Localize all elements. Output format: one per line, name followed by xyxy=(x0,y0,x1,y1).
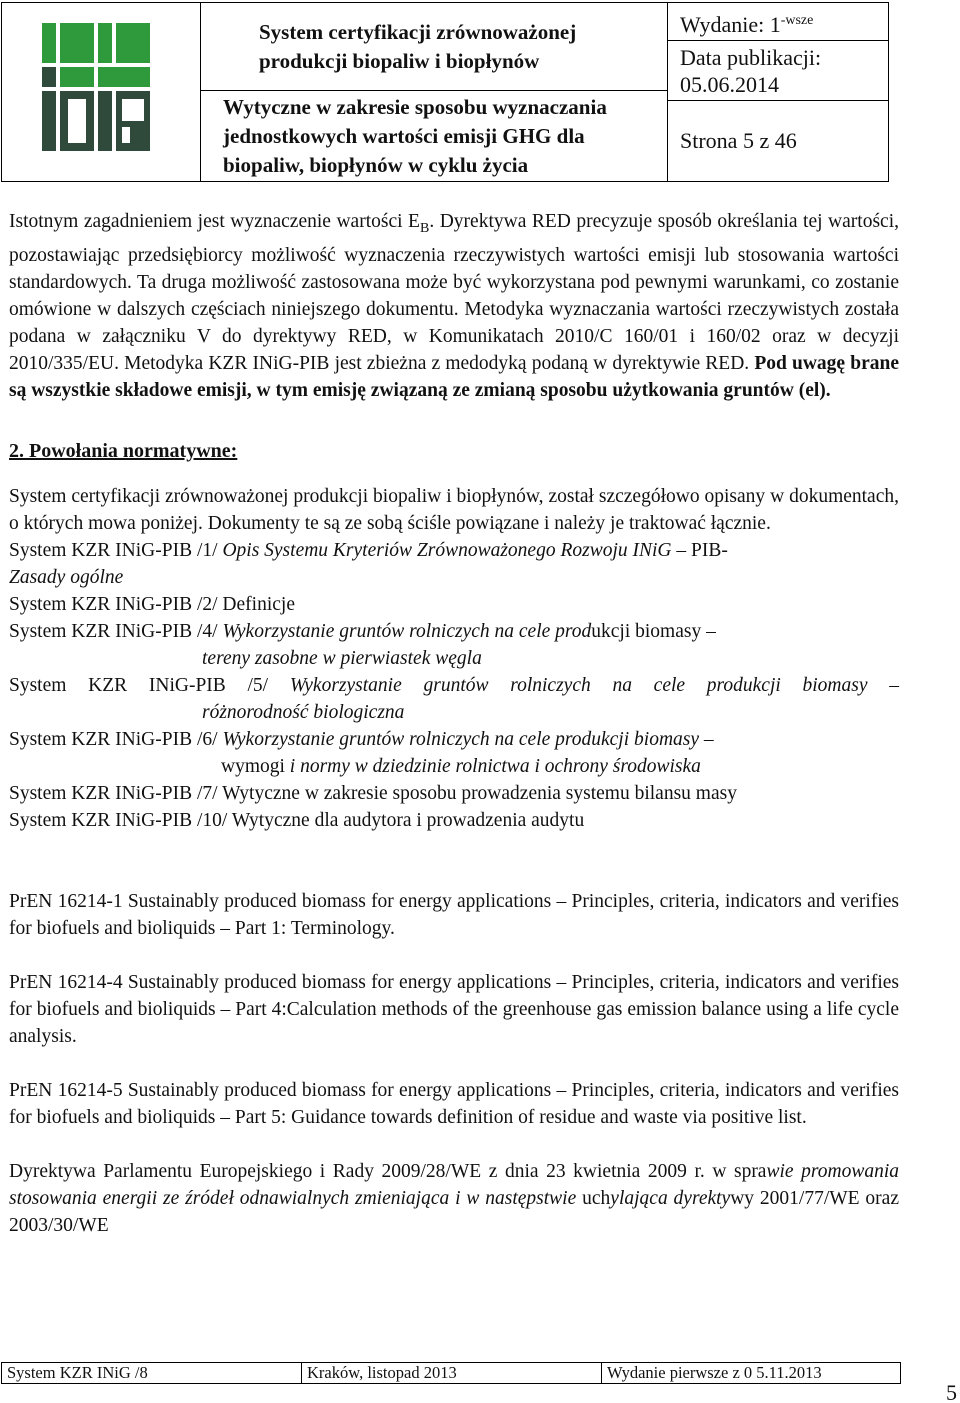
ref-1-title-cont: Zasady ogólne xyxy=(9,566,124,588)
document-body xyxy=(9,208,899,1239)
document-title-line-1: Wytyczne w zakresie sposobu wyznaczania xyxy=(223,94,607,119)
directive-ref xyxy=(9,1158,899,1239)
header-meta-block xyxy=(668,3,888,181)
date-value: 05.06.2014 xyxy=(680,72,779,97)
header-title-block xyxy=(201,3,668,181)
logo xyxy=(2,3,201,181)
references-intro: System certyfikacji zrównoważonej produkcji biopaliw i biopłynów, został szczegółowo opisany w dokumentach, o których mowa poniżej. Dokumenty te są ze sobą ściśle powiązane i należy je traktować łącznie. xyxy=(9,485,899,534)
section-2-title: 2. Powołania normatywne: xyxy=(9,439,238,462)
ref-4-title-cont: różnorodność biologiczna xyxy=(202,701,405,723)
page-indicator: Strona 5 z 46 xyxy=(680,128,797,153)
edition-label: Wydanie: 1 xyxy=(680,12,781,37)
publication-date xyxy=(668,41,888,101)
footer-edition: Wydanie pierwsze z 0 5.11.2013 xyxy=(607,1363,822,1382)
inig-logo-icon xyxy=(2,3,201,181)
ref-5-title: Wykorzystanie gruntów rolniczych na cele produkcji biomasy – xyxy=(222,728,714,750)
system-title xyxy=(201,3,667,91)
reference-1 xyxy=(9,537,899,564)
ref-3-title-cont: tereny zasobne w pierwiastek węgla xyxy=(202,647,482,669)
page-number: 5 xyxy=(946,1380,957,1403)
edition xyxy=(668,3,888,41)
system-title-line-1: System certyfikacji zrównoważonej xyxy=(259,19,577,44)
directive-title-b: ylająca dyrekty xyxy=(610,1187,731,1209)
ref-1-title: Opis Systemu Kryteriów Zrównoważonego Rozwoju INiG xyxy=(222,539,672,561)
ref-5-label: System KZR INiG-PIB /6/ xyxy=(9,728,223,750)
date-label: Data publikacji: xyxy=(680,45,822,70)
footer-system: System KZR INiG /8 xyxy=(2,1363,302,1383)
ref-4-title: Wykorzystanie gruntów rolniczych na cele produkcji biomasy – xyxy=(289,674,899,696)
document-header xyxy=(1,2,889,182)
reference-5-cont xyxy=(9,753,899,780)
document-title-line-2: jednostkowych wartości emisji GHG dla xyxy=(223,123,585,148)
edition-suffix: -wsze xyxy=(780,13,814,28)
ref-3-title-b: ukcji biomasy – xyxy=(591,620,716,642)
directive-title: wie promowania stosowania energii ze źródeł odnawialnych zmieniająca i w następstwie xyxy=(9,1160,899,1209)
reference-7: System KZR INiG-PIB /10/ Wytyczne dla audytora i prowadzenia audytu xyxy=(9,809,585,831)
reference-3-cont xyxy=(9,645,899,672)
directive-text-b: uch xyxy=(576,1187,611,1209)
directive-text-c: wy 2001/77/WE oraz 2003/30/WE xyxy=(9,1187,899,1236)
standard-ref-3: PrEN 16214-5 Sustainably produced biomass for energy applications – Principles, criteria, indicators and verifies for biofuels and bioliquids – Part 5: Guidance towards definition of residue and waste via positive list. xyxy=(9,1079,899,1128)
reference-1-cont xyxy=(9,564,899,591)
system-title-line-2: produkcji biopaliw i biopłynów xyxy=(259,48,540,73)
ref-5-title-cont: i normy w dziedzinie rolnictwa i ochrony środowiska xyxy=(289,755,701,777)
ref-1-suffix: – PIB- xyxy=(671,539,728,561)
intro-subscript: B xyxy=(419,220,430,236)
footer-place-date: Kraków, listopad 2013 xyxy=(302,1363,602,1383)
document-footer xyxy=(1,1362,901,1384)
reference-4-cont xyxy=(9,699,899,726)
ref-4-label: System KZR INiG-PIB /5/ xyxy=(9,674,290,696)
reference-5 xyxy=(9,726,899,753)
ref-3-label: System KZR INiG-PIB /4/ xyxy=(9,620,223,642)
intro-paragraph xyxy=(9,208,899,404)
reference-4 xyxy=(9,672,899,699)
intro-text-b: . Dyrektywa RED precyzuje sposób określania tej wartości, pozostawiając przedsiębiorcy możliwość wyznaczenia rzeczywistych wartości emisji lub stosowania wartości standardowych. Ta druga możliwość zastosowana może być wykorzystana pod pewnymi warunkami, co zostanie omówione w dalszych częściach niniejszego dokumentu. Metodyka wyznaczania wartości rzeczywistych została podana w załączniku V do dyrektywy RED, w Komunikatach 2010/C 160/01 i 160/02 oraz w decyzji 2010/335/EU. Metodyka KZR INiG-PIB jest zbieżna z medodyką podaną w dyrektywie RED. xyxy=(9,211,899,374)
intro-text-a: Istotnym zagadnieniem jest wyznaczenie wartości E xyxy=(9,211,420,232)
ref-5-cont-a: wymogi xyxy=(221,755,290,777)
standard-ref-2: PrEN 16214-4 Sustainably produced biomass for energy applications – Principles, criteria, indicators and verifies for biofuels and bioliquids – Part 4:Calculation methods of the greenhouse gas emission balance using a life cycle analysis. xyxy=(9,971,899,1047)
reference-6: System KZR INiG-PIB /7/ Wytyczne w zakresie sposobu prowadzenia systemu bilansu masy xyxy=(9,782,737,804)
standard-ref-1: PrEN 16214-1 Sustainably produced biomass for energy applications – Principles, criteria, indicators and verifies for biofuels and bioliquids – Part 1: Terminology. xyxy=(9,890,899,939)
document-title xyxy=(201,91,667,181)
reference-3 xyxy=(9,618,899,645)
ref-1-label: System KZR INiG-PIB /1/ xyxy=(9,539,223,561)
directive-text-a: Dyrektywa Parlamentu Europejskiego i Rady 2009/28/WE z dnia 23 kwietnia 2009 r. w spra xyxy=(9,1160,767,1182)
reference-2: System KZR INiG-PIB /2/ Definicje xyxy=(9,593,295,615)
ref-3-title: Wykorzystanie gruntów rolniczych na cele prod xyxy=(222,620,592,642)
intro-bold-text: Pod uwagę brane są wszystkie składowe emisji, w tym emisję związaną ze zmianą sposobu użytkowania gruntów (el). xyxy=(9,352,899,401)
document-title-line-3: biopaliw, biopłynów w cyklu życia xyxy=(223,152,529,177)
